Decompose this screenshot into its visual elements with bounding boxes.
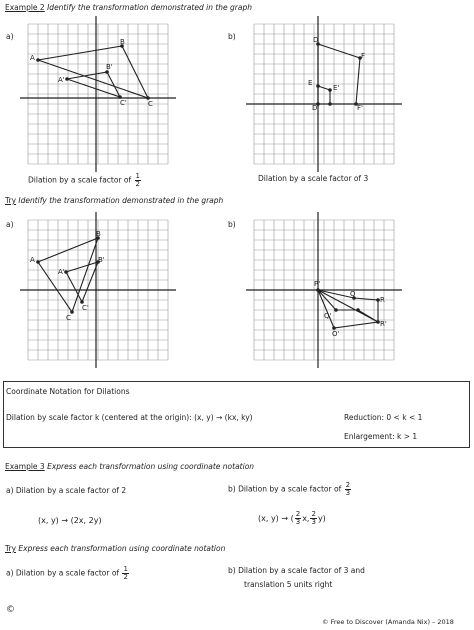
ex2-a-num: 1 <box>135 172 141 180</box>
ex3-b-ans-num2: 2 <box>311 510 316 518</box>
vertex-dot <box>356 308 360 312</box>
label-Pp: P' <box>314 280 321 288</box>
label-Dp: D' <box>312 104 320 112</box>
vertex-dot <box>36 260 40 264</box>
notation-title: Coordinate Notation for Dilations <box>6 387 130 396</box>
label-Rp: R' <box>380 320 387 328</box>
try2-b-question-2: translation 5 units right <box>244 580 333 589</box>
label-D: D <box>313 36 319 44</box>
ex2-b-answer: Dilation by a scale factor of 3 <box>258 174 369 183</box>
try2-a-num: 1 <box>123 565 128 573</box>
vertex-dot <box>316 84 320 88</box>
try2-instructions: Express each transformation using coordinate notation <box>18 544 226 553</box>
label-A: A <box>30 54 35 62</box>
figure-PQR <box>318 290 378 328</box>
ex3-b-ans-den2: 3 <box>311 518 316 526</box>
label-Cp-try: C' <box>82 304 89 312</box>
try2-b-question-1: b) Dilation by a scale factor of 3 and <box>228 566 365 575</box>
notation-rule: Dilation by scale factor k (centered at the origin): (x, y) → (kx, ky) <box>6 413 253 422</box>
ex2-label: Example 2 <box>5 3 45 12</box>
label-R: R <box>380 296 385 304</box>
ex2-b-label: b) <box>228 32 236 41</box>
label-F: F <box>361 52 366 60</box>
ex3-b-answer-pre: (x, y) → ( <box>258 514 294 523</box>
label-Ap: A' <box>58 76 65 84</box>
label-Q: Q <box>350 290 356 298</box>
label-A-try: A <box>30 256 35 264</box>
ex2-a-answer-text: Dilation by a scale factor of <box>28 175 132 185</box>
ex2-a-fraction <box>135 173 141 188</box>
graph-ex2b <box>246 16 402 172</box>
label-E: E <box>308 79 313 87</box>
label-C-try: C <box>66 314 71 322</box>
ex3-b-den: 3 <box>345 489 351 497</box>
try2-a-fraction <box>122 566 128 581</box>
label-Op: O' <box>332 330 340 338</box>
label-Bp: B' <box>106 63 113 71</box>
ex3-b-answer-post: y) <box>317 514 326 523</box>
ex3-b-ans-frac1 <box>295 511 301 526</box>
label-Bp-try: B' <box>98 256 105 264</box>
label-Qp: Q' <box>324 312 332 320</box>
graph-ex2a <box>20 16 176 172</box>
ex3-label: Example 3 <box>5 462 45 471</box>
try1-label: Try <box>5 196 17 205</box>
ex3-b-answer <box>258 511 326 526</box>
label-Fp: F' <box>357 104 363 112</box>
vertex-dot <box>328 88 332 92</box>
ex3-a-answer: (x, y) → (2x, 2y) <box>38 516 102 525</box>
try2-a-text: a) Dilation by a scale factor of <box>6 568 120 578</box>
try1-a-label: a) <box>6 220 14 229</box>
ex2-heading <box>5 3 252 12</box>
ex3-b-ans-frac2 <box>310 511 316 526</box>
ex3-b-ans-num1: 2 <box>295 510 301 518</box>
label-Cp: C' <box>120 99 127 107</box>
try2-label: Try <box>5 544 17 553</box>
ex3-b-answer-mid: x, <box>302 514 310 523</box>
ex3-b-text: b) Dilation by a scale factor of <box>228 484 342 494</box>
ex2-instructions: Identify the transformation demonstrated in the graph <box>47 3 252 12</box>
try1-b-label: b) <box>228 220 236 229</box>
label-B-try: B <box>96 230 101 238</box>
notation-enlargement: Enlargement: k > 1 <box>344 432 418 441</box>
try2-a-den: 2 <box>123 573 128 581</box>
try2-a-question <box>6 566 130 581</box>
try2-heading <box>5 544 225 553</box>
vertex-dot <box>334 308 338 312</box>
label-C: C <box>148 100 153 108</box>
graph-try-b <box>246 212 402 368</box>
ex3-b-question <box>228 482 352 497</box>
vertex-dot <box>65 77 69 81</box>
ex3-heading <box>5 462 254 471</box>
ex3-b-num: 2 <box>345 481 351 489</box>
ex3-a-question: a) Dilation by a scale factor of 2 <box>6 486 127 495</box>
ex2-a-answer <box>28 173 142 188</box>
triangle-ApBpCp <box>67 72 120 97</box>
label-Ap-try: A' <box>58 268 65 276</box>
footer-credit: © Free to Discover (Amanda Nix) – 2018 <box>322 618 454 626</box>
try1-instructions: Identify the transformation demonstrated in the graph <box>18 196 224 205</box>
try1-heading <box>5 196 223 205</box>
ex3-instructions: Express each transformation using coordinate notation <box>47 462 255 471</box>
notation-reduction: Reduction: 0 < k < 1 <box>344 413 423 422</box>
vertex-dot <box>328 102 332 106</box>
ex2-a-den: 2 <box>135 180 141 188</box>
ex2-a-label: a) <box>6 32 14 41</box>
copyright-icon: © <box>6 605 15 615</box>
label-Ep: E' <box>333 84 340 92</box>
ex3-b-ans-den1: 3 <box>295 518 301 526</box>
vertex-dot <box>36 58 40 62</box>
ex3-b-fraction <box>345 482 351 497</box>
label-B: B <box>120 38 125 46</box>
